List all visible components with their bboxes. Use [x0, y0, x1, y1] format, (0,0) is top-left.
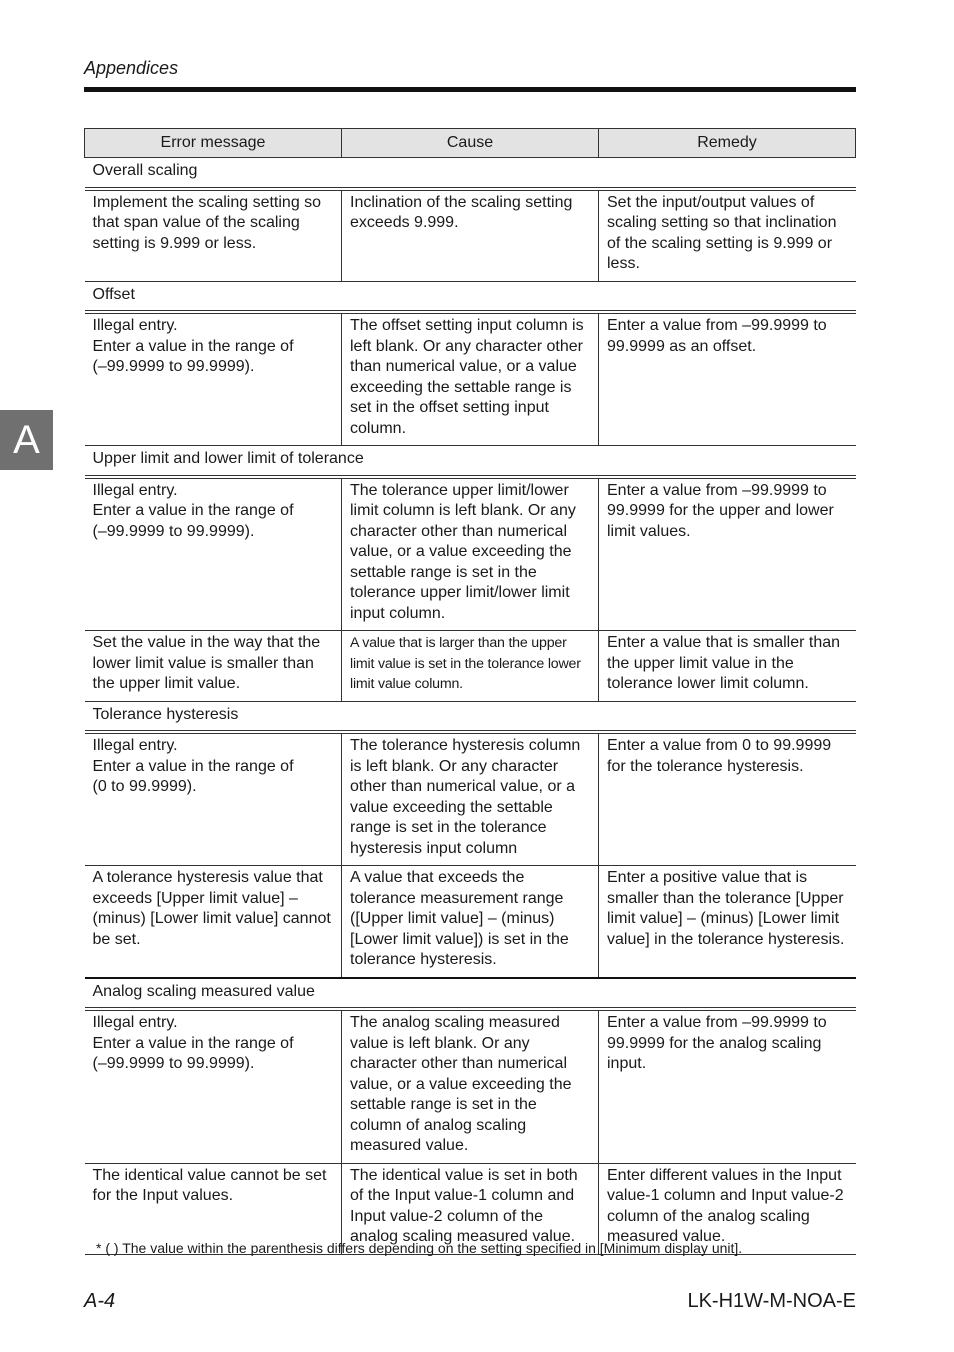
remedy-cell: Enter a value that is smaller than the upper limit value in the tolerance lower limit column. — [599, 631, 856, 702]
error-message-cell: Illegal entry. Enter a value in the range of (–99.9999 to 99.9999). — [85, 1011, 342, 1164]
table-row — [85, 478, 856, 631]
table-row — [85, 1011, 856, 1164]
document-code: LK-H1W-M-NOA-E — [687, 1290, 856, 1312]
footnote: * ( ) The value within the parenthesis differs depending on the setting specified in [Minimum display unit]. — [96, 1240, 743, 1256]
remedy-cell: Set the input/output values of scaling setting so that inclination of the scaling setting is 9.999 or less. — [599, 190, 856, 281]
table-row — [85, 866, 856, 978]
error-message-cell: Illegal entry. Enter a value in the range of (–99.9999 to 99.9999). — [85, 478, 342, 631]
section-row-tolerance-limits — [85, 446, 856, 476]
page-header-title: Appendices — [84, 58, 179, 78]
section-title: Overall scaling — [85, 158, 856, 188]
table-row — [85, 190, 856, 281]
column-header-remedy: Remedy — [599, 129, 856, 158]
remedy-cell: Enter different values in the Input value-1 column and Input value-2 column of the analog scaling measured value. — [599, 1163, 856, 1254]
table-row — [85, 631, 856, 702]
cause-cell: Inclination of the scaling setting exceeds 9.999. — [342, 190, 599, 281]
remedy-cell: Enter a value from –99.9999 to 99.9999 for the analog scaling input. — [599, 1011, 856, 1164]
section-row-overall-scaling — [85, 158, 856, 188]
appendix-side-tab: A — [0, 410, 53, 470]
remedy-cell: Enter a value from –99.9999 to 99.9999 for the upper and lower limit values. — [599, 478, 856, 631]
cause-cell: The tolerance upper limit/lower limit column is left blank. Or any character other than numerical value, or a value exceeding the settable range is set in the tolerance upper limit/lower limit input column. — [342, 478, 599, 631]
error-message-cell: Illegal entry. Enter a value in the range of (0 to 99.9999). — [85, 734, 342, 866]
error-message-cell: A tolerance hysteresis value that exceeds [Upper limit value] – (minus) [Lower limit value] cannot be set. — [85, 866, 342, 978]
table-row — [85, 314, 856, 446]
error-table — [84, 128, 856, 1255]
cause-cell: The offset setting input column is left blank. Or any character other than numerical value, or a value exceeding the settable range is set in the offset setting input column. — [342, 314, 599, 446]
section-title: Upper limit and lower limit of tolerance — [85, 446, 856, 476]
page-number: A-4 — [84, 1290, 116, 1312]
remedy-cell: Enter a value from 0 to 99.9999 for the tolerance hysteresis. — [599, 734, 856, 866]
column-header-error-message: Error message — [85, 129, 342, 158]
cause-cell: A value that exceeds the tolerance measurement range ([Upper limit value] – (minus) [Lower limit value]) is set in the tolerance hysteresis. — [342, 866, 599, 978]
table-header-row — [85, 129, 856, 158]
table-row — [85, 734, 856, 866]
remedy-cell: Enter a value from –99.9999 to 99.9999 as an offset. — [599, 314, 856, 446]
column-header-cause: Cause — [342, 129, 599, 158]
cause-cell: The tolerance hysteresis column is left blank. Or any character other than numerical value, or a value exceeding the settable range is set in the tolerance hysteresis input column — [342, 734, 599, 866]
error-message-cell: Illegal entry. Enter a value in the range of (–99.9999 to 99.9999). — [85, 314, 342, 446]
cause-cell: The analog scaling measured value is left blank. Or any character other than numerical value, or a value exceeding the settable range is set in the column of analog scaling measured value. — [342, 1011, 599, 1164]
header-rule — [84, 87, 856, 92]
section-title: Offset — [85, 281, 856, 311]
error-message-cell: The identical value cannot be set for the Input values. — [85, 1163, 342, 1254]
section-title: Analog scaling measured value — [85, 978, 856, 1008]
section-row-tolerance-hysteresis — [85, 701, 856, 731]
section-row-analog-scaling — [85, 978, 856, 1008]
cause-cell: The identical value is set in both of the Input value-1 column and Input value-2 column of the analog scaling measured value. — [342, 1163, 599, 1254]
error-message-cell: Implement the scaling setting so that span value of the scaling setting is 9.999 or less. — [85, 190, 342, 281]
section-row-offset — [85, 281, 856, 311]
cause-cell: A value that is larger than the upper limit value is set in the tolerance lower limit value column. — [342, 631, 599, 702]
section-title: Tolerance hysteresis — [85, 701, 856, 731]
remedy-cell: Enter a positive value that is smaller than the tolerance [Upper limit value] – (minus) [Lower limit value] in the tolerance hysteresis. — [599, 866, 856, 978]
error-message-cell: Set the value in the way that the lower limit value is smaller than the upper limit value. — [85, 631, 342, 702]
